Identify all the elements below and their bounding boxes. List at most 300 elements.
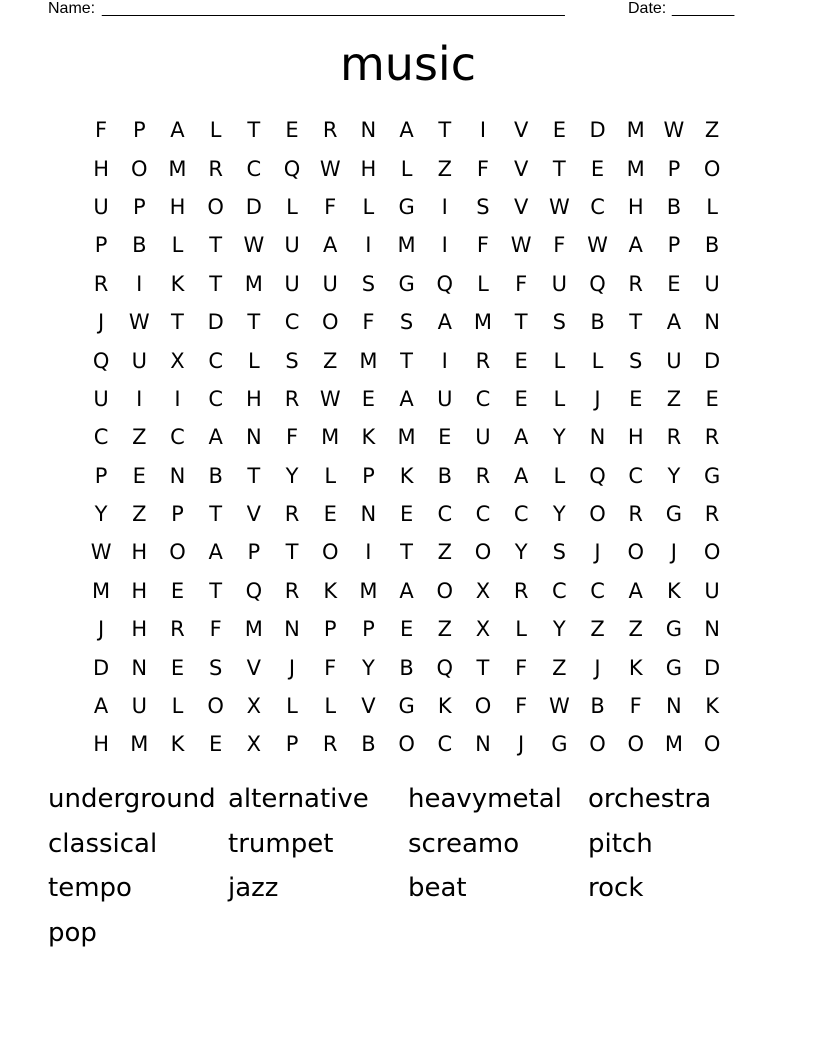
- grid-letter: C: [208, 386, 223, 411]
- grid-row: [82, 418, 732, 456]
- grid-letter: M: [664, 732, 683, 757]
- grid-letter: O: [627, 540, 644, 565]
- grid-letter: I: [441, 348, 448, 373]
- grid-letter: M: [397, 425, 416, 450]
- grid-letter: O: [207, 194, 224, 219]
- grid-letter: O: [589, 732, 606, 757]
- grid-letter: U: [284, 233, 300, 258]
- grid-letter: T: [285, 540, 299, 565]
- grid-letter: C: [284, 310, 300, 335]
- grid-letter: U: [704, 271, 720, 296]
- grid-letter: V: [513, 194, 529, 219]
- grid-letter: T: [209, 502, 223, 527]
- grid-letter: K: [170, 271, 185, 296]
- grid-letter: Y: [285, 463, 299, 488]
- grid-letter: N: [169, 463, 186, 488]
- grid-letter: A: [666, 310, 682, 335]
- grid-letter: B: [437, 463, 452, 488]
- grid-letter: Y: [514, 540, 528, 565]
- word-list-item: alternative: [228, 784, 369, 814]
- grid-letter: D: [207, 310, 224, 335]
- grid-letter: F: [515, 271, 528, 296]
- word-list-item: pop: [48, 917, 97, 948]
- grid-letter: W: [663, 118, 685, 143]
- grid-letter: T: [438, 118, 452, 143]
- grid-letter: L: [706, 194, 718, 219]
- grid-letter: S: [629, 348, 643, 373]
- grid-letter: K: [399, 463, 414, 488]
- grid-letter: T: [247, 118, 261, 143]
- grid-letter: T: [552, 156, 566, 181]
- word-list-item: screamo: [408, 828, 520, 859]
- grid-letter: O: [474, 540, 492, 565]
- grid-letter: C: [170, 425, 185, 450]
- grid-letter: M: [244, 617, 263, 642]
- grid-letter: G: [551, 732, 568, 757]
- grid-letter: G: [398, 194, 415, 219]
- word-list-item: jazz: [228, 873, 279, 904]
- grid-letter: N: [284, 617, 300, 642]
- grid-letter: A: [513, 463, 529, 488]
- grid-letter: I: [441, 233, 448, 258]
- grid-letter: M: [244, 271, 263, 296]
- grid-letter: O: [321, 310, 339, 335]
- grid-letter: E: [629, 386, 643, 411]
- grid-letter: N: [245, 425, 262, 450]
- grid-letter: Y: [552, 425, 566, 450]
- grid-letter: R: [284, 502, 300, 527]
- grid-row: [82, 341, 732, 379]
- grid-letter: H: [627, 425, 644, 450]
- word-list-item: beat: [408, 873, 467, 904]
- name-label: Name:: [48, 0, 96, 17]
- grid-letter: K: [323, 578, 338, 603]
- grid-letter: K: [170, 732, 185, 757]
- grid-letter: K: [667, 578, 681, 603]
- grid-letter: H: [93, 732, 109, 757]
- grid-letter: L: [362, 194, 375, 219]
- grid-letter: V: [246, 655, 262, 680]
- grid-letter: T: [629, 310, 643, 335]
- grid-letter: I: [479, 118, 487, 143]
- grid-letter: X: [246, 732, 262, 757]
- grid-letter: R: [704, 502, 720, 527]
- word-list-item: pitch: [588, 828, 653, 859]
- grid-letter: R: [704, 425, 720, 450]
- grid-letter: J: [670, 540, 677, 565]
- grid-letter: Y: [361, 655, 375, 680]
- grid-letter: S: [285, 348, 299, 373]
- grid-letter: R: [284, 578, 300, 603]
- grid-row: [82, 111, 732, 149]
- grid-letter: V: [513, 156, 529, 181]
- grid-letter: L: [515, 617, 527, 642]
- grid-letter: T: [171, 310, 184, 335]
- grid-letter: O: [703, 156, 721, 181]
- grid-letter: B: [590, 694, 605, 719]
- grid-letter: W: [319, 386, 341, 411]
- grid-letter: Z: [437, 156, 452, 181]
- grid-letter: R: [284, 386, 300, 411]
- grid-letter: L: [591, 348, 604, 373]
- grid-letter: R: [475, 348, 491, 373]
- grid-letter: Q: [436, 271, 454, 296]
- grid-letter: J: [97, 310, 105, 335]
- grid-letter: N: [360, 502, 377, 527]
- grid-letter: E: [132, 463, 146, 488]
- grid-letter: L: [324, 694, 337, 719]
- grid-letter: O: [207, 694, 224, 719]
- grid-letter: C: [513, 502, 529, 527]
- grid-letter: T: [514, 310, 528, 335]
- grid-letter: N: [704, 310, 720, 335]
- grid-row: [82, 149, 732, 187]
- grid-letter: L: [553, 348, 566, 373]
- grid-letter: L: [553, 463, 566, 488]
- grid-letter: F: [324, 194, 337, 219]
- grid-letter: D: [589, 118, 606, 143]
- grid-letter: G: [398, 271, 415, 296]
- grid-letter: M: [321, 425, 340, 450]
- grid-row: [82, 380, 732, 418]
- grid-letter: E: [667, 271, 681, 296]
- grid-letter: H: [245, 386, 262, 411]
- grid-letter: Z: [132, 502, 147, 527]
- grid-letter: M: [130, 732, 149, 757]
- word-list-item: trumpet: [228, 828, 334, 859]
- grid-row: [82, 226, 732, 264]
- grid-letter: P: [171, 502, 184, 527]
- grid-letter: O: [321, 540, 339, 565]
- grid-letter: D: [704, 348, 721, 373]
- grid-letter: M: [168, 156, 187, 181]
- grid-letter: T: [476, 655, 490, 680]
- grid-letter: L: [247, 348, 260, 373]
- worksheet-header: [48, 0, 748, 20]
- grid-letter: T: [400, 540, 413, 565]
- grid-letter: F: [629, 694, 642, 719]
- grid-letter: P: [285, 732, 299, 757]
- grid-letter: F: [95, 118, 108, 143]
- grid-letter: N: [360, 118, 377, 143]
- grid-row: [82, 610, 732, 648]
- grid-letter: Z: [323, 348, 338, 373]
- grid-letter: R: [322, 118, 338, 143]
- grid-letter: B: [132, 233, 147, 258]
- grid-letter: R: [170, 617, 185, 642]
- word-list-item: heavymetal: [408, 784, 562, 814]
- grid-letter: H: [169, 194, 186, 219]
- grid-letter: L: [286, 194, 298, 219]
- grid-letter: P: [94, 463, 108, 488]
- grid-letter: F: [476, 233, 490, 258]
- grid-letter: G: [665, 617, 683, 642]
- grid-letter: J: [594, 386, 601, 411]
- grid-letter: F: [476, 156, 490, 181]
- grid-letter: U: [131, 348, 147, 373]
- grid-letter: W: [548, 694, 570, 719]
- grid-row: [82, 303, 732, 341]
- grid-letter: V: [361, 694, 376, 719]
- grid-letter: X: [246, 694, 262, 719]
- grid-letter: E: [552, 118, 566, 143]
- grid-letter: S: [552, 310, 567, 335]
- grid-letter: Q: [589, 271, 606, 296]
- grid-letter: T: [247, 463, 261, 488]
- grid-row: [82, 457, 732, 495]
- grid-row: [82, 648, 732, 686]
- grid-letter: Z: [132, 425, 147, 450]
- grid-letter: U: [93, 194, 109, 219]
- grid-letter: A: [208, 540, 223, 565]
- grid-row: [82, 572, 732, 610]
- grid-letter: F: [362, 310, 375, 335]
- grid-letter: C: [437, 502, 453, 527]
- date-blank-line: _______: [672, 0, 735, 17]
- grid-letter: R: [628, 271, 644, 296]
- grid-letter: E: [514, 386, 528, 411]
- grid-letter: P: [247, 540, 261, 565]
- grid-letter: H: [131, 617, 148, 642]
- grid-letter: A: [437, 310, 452, 335]
- grid-letter: T: [209, 233, 223, 258]
- grid-letter: Q: [92, 348, 110, 373]
- grid-letter: L: [553, 386, 566, 411]
- word-list-item: classical: [48, 828, 158, 859]
- grid-letter: C: [475, 386, 491, 411]
- grid-letter: O: [398, 732, 415, 757]
- grid-letter: F: [209, 617, 222, 642]
- grid-letter: K: [437, 694, 452, 719]
- grid-letter: E: [399, 502, 414, 527]
- letter-grid: [82, 111, 732, 764]
- grid-letter: I: [136, 271, 143, 296]
- grid-letter: Q: [245, 578, 263, 603]
- grid-letter: T: [209, 271, 223, 296]
- grid-letter: C: [437, 732, 453, 757]
- grid-letter: W: [548, 194, 570, 219]
- grid-letter: C: [475, 502, 491, 527]
- grid-row: [82, 265, 732, 303]
- grid-letter: U: [437, 386, 453, 411]
- grid-letter: U: [551, 271, 568, 296]
- grid-letter: E: [285, 118, 299, 143]
- grid-letter: O: [589, 502, 606, 527]
- grid-letter: W: [587, 233, 608, 258]
- grid-letter: O: [474, 694, 492, 719]
- grid-letter: C: [590, 578, 605, 603]
- grid-letter: E: [170, 655, 185, 680]
- grid-letter: I: [441, 194, 448, 219]
- name-blank-line: ____________________________________________________: [102, 0, 565, 17]
- grid-letter: F: [515, 694, 528, 719]
- grid-letter: C: [628, 463, 644, 488]
- word-list: [48, 779, 768, 957]
- grid-letter: H: [360, 156, 377, 181]
- grid-letter: R: [208, 156, 223, 181]
- grid-letter: Y: [667, 463, 681, 488]
- grid-letter: E: [705, 386, 719, 411]
- grid-letter: O: [627, 732, 644, 757]
- grid-letter: L: [209, 118, 222, 143]
- grid-letter: V: [246, 502, 262, 527]
- grid-letter: L: [171, 233, 184, 258]
- grid-letter: F: [553, 233, 566, 258]
- grid-letter: Z: [552, 655, 567, 680]
- grid-letter: M: [626, 118, 645, 143]
- grid-letter: J: [97, 617, 105, 642]
- grid-letter: C: [590, 194, 605, 219]
- grid-row: [82, 188, 732, 226]
- grid-letter: J: [594, 540, 601, 565]
- grid-letter: H: [627, 194, 644, 219]
- grid-letter: X: [475, 617, 491, 642]
- grid-letter: N: [704, 617, 720, 642]
- grid-letter: Z: [666, 386, 682, 411]
- grid-letter: N: [589, 425, 606, 450]
- grid-letter: R: [666, 425, 682, 450]
- grid-letter: Y: [552, 617, 566, 642]
- grid-letter: S: [552, 540, 567, 565]
- grid-letter: P: [132, 194, 146, 219]
- grid-letter: O: [131, 156, 148, 181]
- grid-letter: U: [704, 578, 720, 603]
- grid-letter: W: [243, 233, 265, 258]
- grid-letter: F: [324, 655, 337, 680]
- word-list-item: tempo: [48, 873, 132, 904]
- grid-letter: O: [703, 540, 721, 565]
- grid-letter: F: [285, 425, 299, 450]
- grid-letter: R: [628, 502, 644, 527]
- grid-letter: A: [93, 694, 109, 719]
- grid-letter: E: [361, 386, 376, 411]
- grid-letter: O: [703, 732, 721, 757]
- grid-letter: U: [475, 425, 491, 450]
- grid-letter: Z: [437, 540, 452, 565]
- grid-letter: G: [665, 655, 683, 680]
- grid-letter: P: [323, 617, 337, 642]
- grid-letter: V: [513, 118, 529, 143]
- grid-letter: U: [666, 348, 682, 373]
- grid-letter: B: [361, 732, 376, 757]
- grid-letter: Z: [437, 617, 452, 642]
- grid-letter: T: [209, 578, 223, 603]
- grid-letter: Q: [283, 156, 301, 181]
- grid-letter: N: [131, 655, 148, 680]
- word-list-item: orchestra: [588, 784, 712, 814]
- grid-letter: A: [628, 233, 643, 258]
- grid-letter: P: [94, 233, 108, 258]
- grid-letter: B: [590, 310, 605, 335]
- grid-letter: J: [288, 655, 296, 680]
- grid-letter: E: [170, 578, 185, 603]
- grid-letter: Z: [590, 617, 605, 642]
- grid-letter: M: [359, 578, 378, 603]
- grid-letter: I: [365, 540, 372, 565]
- grid-letter: R: [475, 463, 491, 488]
- grid-letter: K: [705, 694, 719, 719]
- grid-letter: M: [397, 233, 416, 258]
- grid-letter: A: [399, 386, 414, 411]
- grid-letter: Q: [436, 655, 454, 680]
- grid-letter: U: [284, 271, 300, 296]
- grid-letter: O: [436, 578, 454, 603]
- grid-letter: X: [170, 348, 185, 373]
- grid-letter: I: [136, 386, 143, 411]
- grid-letter: J: [518, 732, 525, 757]
- grid-letter: A: [170, 118, 185, 143]
- grid-letter: L: [477, 271, 489, 296]
- grid-letter: G: [398, 694, 415, 719]
- grid-letter: C: [93, 425, 109, 450]
- grid-letter: Z: [704, 118, 720, 143]
- grid-letter: U: [93, 386, 109, 411]
- grid-letter: I: [174, 386, 181, 411]
- grid-letter: M: [473, 310, 493, 335]
- grid-letter: B: [704, 233, 720, 258]
- grid-letter: T: [400, 348, 413, 373]
- grid-letter: A: [628, 578, 643, 603]
- grid-letter: S: [476, 194, 490, 219]
- grid-letter: J: [594, 655, 601, 680]
- grid-letter: L: [400, 156, 413, 181]
- grid-letter: Y: [94, 502, 108, 527]
- grid-letter: A: [399, 578, 414, 603]
- grid-letter: Q: [589, 463, 606, 488]
- grid-letter: H: [93, 156, 109, 181]
- word-list-item: underground: [48, 784, 216, 814]
- grid-letter: C: [246, 156, 262, 181]
- grid-letter: M: [92, 578, 111, 603]
- grid-letter: P: [667, 156, 681, 181]
- grid-letter: U: [322, 271, 338, 296]
- grid-letter: G: [703, 463, 721, 488]
- grid-letter: L: [324, 463, 337, 488]
- page-title: music: [339, 37, 476, 91]
- grid-letter: W: [319, 156, 341, 181]
- grid-letter: E: [323, 502, 337, 527]
- grid-letter: C: [208, 348, 223, 373]
- grid-letter: I: [365, 233, 372, 258]
- grid-letter: S: [399, 310, 414, 335]
- grid-letter: A: [208, 425, 223, 450]
- grid-letter: L: [171, 694, 184, 719]
- grid-row: [82, 495, 732, 533]
- grid-letter: K: [361, 425, 376, 450]
- grid-letter: D: [93, 655, 110, 680]
- grid-letter: A: [399, 118, 414, 143]
- word-list-item: rock: [588, 873, 644, 904]
- grid-letter: F: [515, 655, 528, 680]
- grid-letter: H: [131, 540, 148, 565]
- grid-letter: R: [322, 732, 338, 757]
- grid-letter: N: [475, 732, 491, 757]
- grid-letter: P: [667, 233, 681, 258]
- grid-letter: E: [399, 617, 414, 642]
- grid-letter: R: [93, 271, 109, 296]
- grid-letter: U: [131, 694, 147, 719]
- grid-letter: E: [590, 156, 605, 181]
- grid-letter: M: [359, 348, 378, 373]
- grid-letter: P: [362, 463, 375, 488]
- grid-letter: O: [169, 540, 186, 565]
- grid-letter: W: [128, 310, 150, 335]
- grid-letter: S: [208, 655, 223, 680]
- grid-letter: N: [666, 694, 682, 719]
- grid-letter: L: [286, 694, 298, 719]
- grid-letter: Z: [628, 617, 643, 642]
- grid-row: [82, 687, 732, 725]
